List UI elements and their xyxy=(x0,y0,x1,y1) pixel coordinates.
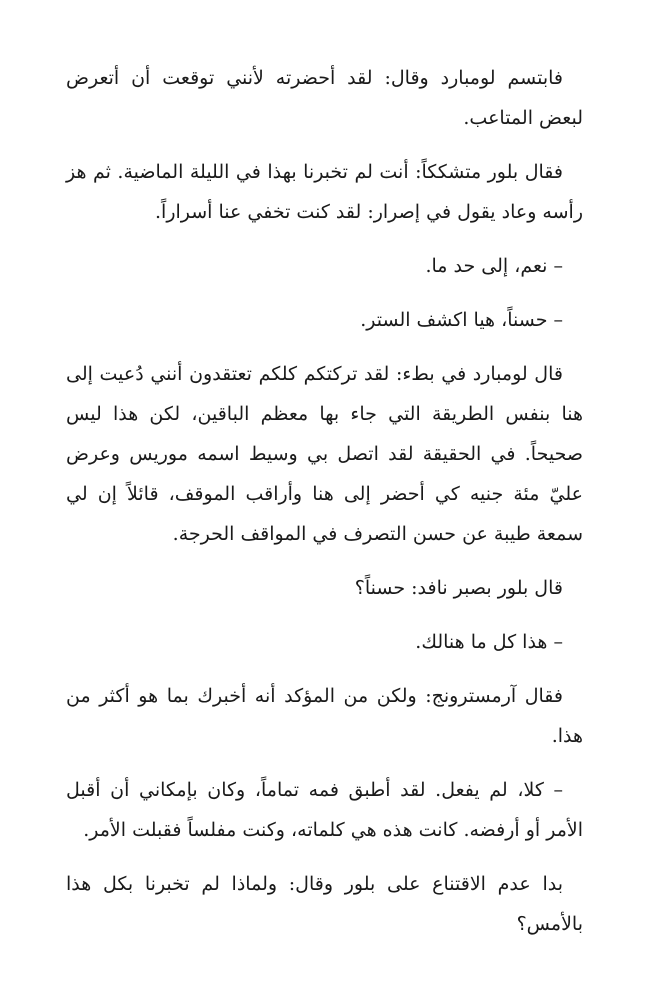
book-page-text xyxy=(66,58,583,958)
paragraph-6: قال بلور بصبر نافد: حسناً؟ xyxy=(354,577,563,599)
paragraph-2: فقال بلور متشككاً: أنت لم تخبرنا بهذا في الليلة الماضية. ثم هز رأسه وعاد يقول في إصرار: لقد كنت تخفي عنا أسراراً. xyxy=(66,161,583,223)
paragraph-8: فقال آرمسترونج: ولكن من المؤكد أنه أخبرك بما هو أكثر من هذا. xyxy=(66,685,583,747)
paragraph-4: – حسناً، هيا اكشف الستر. xyxy=(360,309,563,331)
paragraph-5: قال لومبارد في بطء: لقد تركتكم كلكم تعتقدون أنني دُعيت إلى هنا بنفس الطريقة التي جاء بها معظم الباقين، لكن هذا ليس صحيحاً. في الحقيقة لقد اتصل بي وسيط اسمه موريس وعرض عليّ مئة جنيه كي أحضر إلى هنا وأراقب الموقف، قائلاً إن لي سمعة طيبة عن حسن التصرف في المواقف الحرجة. xyxy=(66,363,583,545)
paragraph-3: – نعم، إلى حد ما. xyxy=(425,255,563,277)
paragraph-1: فابتسم لومبارد وقال: لقد أحضرته لأنني توقعت أن أتعرض لبعض المتاعب. xyxy=(66,67,583,129)
paragraph-9: – كلا، لم يفعل. لقد أطبق فمه تماماً، وكان بإمكاني أن أقبل الأمر أو أرفضه. كانت هذه هي كلماته، وكنت مفلساً فقبلت الأمر. xyxy=(66,779,583,841)
paragraph-7: – هذا كل ما هنالك. xyxy=(415,631,563,653)
paragraph-10: بدا عدم الاقتناع على بلور وقال: ولماذا لم تخبرنا بكل هذا بالأمس؟ xyxy=(66,873,583,935)
